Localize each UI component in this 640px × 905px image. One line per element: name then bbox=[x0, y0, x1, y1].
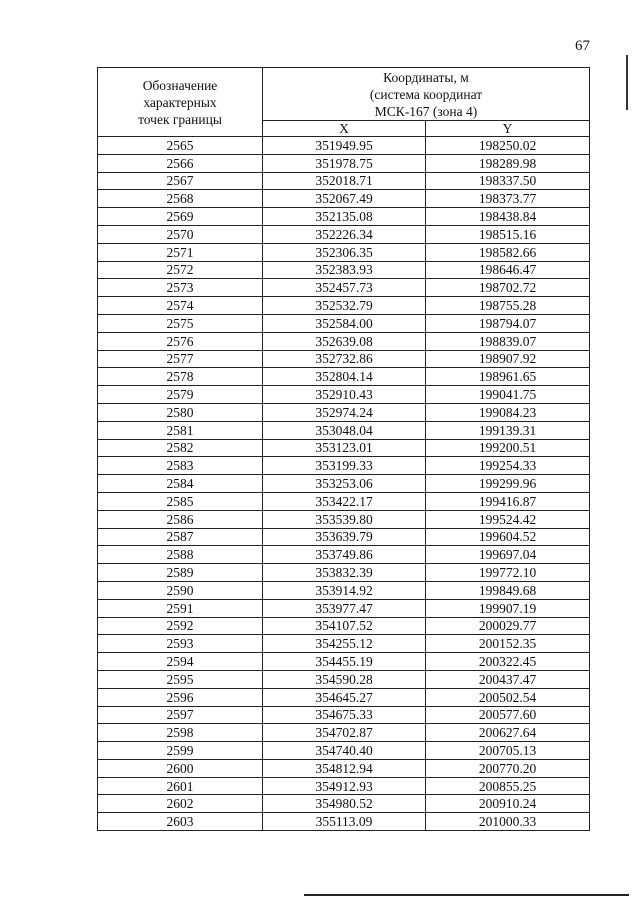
table-row bbox=[98, 457, 590, 475]
y-coordinate-cell: 198794.07 bbox=[426, 314, 590, 332]
x-coordinate-cell: 352067.49 bbox=[263, 190, 426, 208]
x-coordinate-cell: 354702.87 bbox=[263, 724, 426, 742]
table-row bbox=[98, 421, 590, 439]
table-row bbox=[98, 475, 590, 493]
table-row bbox=[98, 154, 590, 172]
y-coordinate-cell: 198289.98 bbox=[426, 154, 590, 172]
table-row bbox=[98, 813, 590, 831]
x-coordinate-cell: 355113.09 bbox=[263, 813, 426, 831]
table-row bbox=[98, 670, 590, 688]
x-coordinate-cell: 352804.14 bbox=[263, 368, 426, 386]
x-coordinate-cell: 354107.52 bbox=[263, 617, 426, 635]
y-coordinate-cell: 198839.07 bbox=[426, 332, 590, 350]
y-coordinate-cell: 200705.13 bbox=[426, 742, 590, 760]
x-coordinate-cell: 353422.17 bbox=[263, 492, 426, 510]
y-coordinate-cell: 199524.42 bbox=[426, 510, 590, 528]
table-row bbox=[98, 314, 590, 332]
point-number-cell: 2601 bbox=[98, 777, 263, 795]
point-number-cell: 2593 bbox=[98, 635, 263, 653]
table-row bbox=[98, 261, 590, 279]
x-coordinate-cell: 353914.92 bbox=[263, 581, 426, 599]
point-number-cell: 2566 bbox=[98, 154, 263, 172]
table-row bbox=[98, 759, 590, 777]
header-coord-line: (система координат bbox=[369, 86, 483, 102]
header-label-line: характерных bbox=[143, 94, 217, 110]
point-number-cell: 2588 bbox=[98, 546, 263, 564]
x-coordinate-cell: 353199.33 bbox=[263, 457, 426, 475]
y-coordinate-cell: 198337.50 bbox=[426, 172, 590, 190]
y-coordinate-cell: 199084.23 bbox=[426, 403, 590, 421]
y-coordinate-cell: 200577.60 bbox=[426, 706, 590, 724]
x-coordinate-cell: 353123.01 bbox=[263, 439, 426, 457]
x-coordinate-cell: 354455.19 bbox=[263, 653, 426, 671]
x-coordinate-cell: 352639.08 bbox=[263, 332, 426, 350]
y-coordinate-cell: 199849.68 bbox=[426, 581, 590, 599]
x-coordinate-cell: 352018.71 bbox=[263, 172, 426, 190]
table-row bbox=[98, 492, 590, 510]
point-number-cell: 2571 bbox=[98, 243, 263, 261]
header-coord-line: МСК-167 (зона 4) bbox=[374, 103, 478, 119]
point-number-cell: 2570 bbox=[98, 225, 263, 243]
table-row bbox=[98, 599, 590, 617]
x-coordinate-cell: 354812.94 bbox=[263, 759, 426, 777]
point-number-cell: 2578 bbox=[98, 368, 263, 386]
table-row bbox=[98, 403, 590, 421]
margin-mark bbox=[626, 55, 628, 110]
table-row bbox=[98, 137, 590, 155]
header-label-line: точек границы bbox=[138, 111, 222, 127]
y-coordinate-cell: 200437.47 bbox=[426, 670, 590, 688]
x-coordinate-cell: 353539.80 bbox=[263, 510, 426, 528]
x-coordinate-cell: 354980.52 bbox=[263, 795, 426, 813]
y-coordinate-cell: 198250.02 bbox=[426, 137, 590, 155]
x-coordinate-cell: 353749.86 bbox=[263, 546, 426, 564]
point-number-cell: 2582 bbox=[98, 439, 263, 457]
y-coordinate-cell: 199907.19 bbox=[426, 599, 590, 617]
point-number-cell: 2584 bbox=[98, 475, 263, 493]
y-coordinate-cell: 200029.77 bbox=[426, 617, 590, 635]
table-row bbox=[98, 742, 590, 760]
table-row bbox=[98, 617, 590, 635]
table-row bbox=[98, 581, 590, 599]
point-number-cell: 2596 bbox=[98, 688, 263, 706]
table-row bbox=[98, 243, 590, 261]
table-row bbox=[98, 190, 590, 208]
point-number-cell: 2587 bbox=[98, 528, 263, 546]
table-row bbox=[98, 795, 590, 813]
point-number-cell: 2589 bbox=[98, 564, 263, 582]
y-coordinate-cell: 200910.24 bbox=[426, 795, 590, 813]
y-coordinate-cell: 200502.54 bbox=[426, 688, 590, 706]
x-coordinate-cell: 351978.75 bbox=[263, 154, 426, 172]
x-coordinate-cell: 352383.93 bbox=[263, 261, 426, 279]
y-coordinate-cell: 198438.84 bbox=[426, 208, 590, 226]
header-y: Y bbox=[426, 121, 590, 137]
point-number-cell: 2598 bbox=[98, 724, 263, 742]
y-coordinate-cell: 198373.77 bbox=[426, 190, 590, 208]
y-coordinate-cell: 199416.87 bbox=[426, 492, 590, 510]
table-row bbox=[98, 546, 590, 564]
point-number-cell: 2569 bbox=[98, 208, 263, 226]
x-coordinate-cell: 353639.79 bbox=[263, 528, 426, 546]
table-row bbox=[98, 386, 590, 404]
y-coordinate-cell: 199139.31 bbox=[426, 421, 590, 439]
header-x: X bbox=[263, 121, 426, 137]
x-coordinate-cell: 354912.93 bbox=[263, 777, 426, 795]
header-coordinates bbox=[263, 68, 590, 121]
x-coordinate-cell: 352974.24 bbox=[263, 403, 426, 421]
page-number: 67 bbox=[575, 38, 590, 54]
table-row bbox=[98, 688, 590, 706]
point-number-cell: 2592 bbox=[98, 617, 263, 635]
x-coordinate-cell: 353253.06 bbox=[263, 475, 426, 493]
point-number-cell: 2590 bbox=[98, 581, 263, 599]
y-coordinate-cell: 200627.64 bbox=[426, 724, 590, 742]
point-number-cell: 2583 bbox=[98, 457, 263, 475]
table-row bbox=[98, 635, 590, 653]
y-coordinate-cell: 200855.25 bbox=[426, 777, 590, 795]
x-coordinate-cell: 352306.35 bbox=[263, 243, 426, 261]
table-row bbox=[98, 510, 590, 528]
point-number-cell: 2565 bbox=[98, 137, 263, 155]
point-number-cell: 2599 bbox=[98, 742, 263, 760]
x-coordinate-cell: 354740.40 bbox=[263, 742, 426, 760]
table-row bbox=[98, 297, 590, 315]
table-body bbox=[98, 137, 590, 831]
point-number-cell: 2595 bbox=[98, 670, 263, 688]
point-number-cell: 2568 bbox=[98, 190, 263, 208]
point-number-cell: 2585 bbox=[98, 492, 263, 510]
coordinates-table bbox=[97, 67, 590, 831]
table-row bbox=[98, 172, 590, 190]
header-label-line: Обозначение bbox=[142, 77, 218, 93]
point-number-cell: 2602 bbox=[98, 795, 263, 813]
table-row bbox=[98, 225, 590, 243]
y-coordinate-cell: 198755.28 bbox=[426, 297, 590, 315]
point-number-cell: 2576 bbox=[98, 332, 263, 350]
table-row bbox=[98, 528, 590, 546]
footer-rule bbox=[304, 894, 629, 896]
y-coordinate-cell: 199604.52 bbox=[426, 528, 590, 546]
point-number-cell: 2603 bbox=[98, 813, 263, 831]
y-coordinate-cell: 200322.45 bbox=[426, 653, 590, 671]
point-number-cell: 2573 bbox=[98, 279, 263, 297]
x-coordinate-cell: 351949.95 bbox=[263, 137, 426, 155]
point-number-cell: 2580 bbox=[98, 403, 263, 421]
table-row bbox=[98, 724, 590, 742]
point-number-cell: 2600 bbox=[98, 759, 263, 777]
x-coordinate-cell: 352584.00 bbox=[263, 314, 426, 332]
table-row bbox=[98, 439, 590, 457]
point-number-cell: 2594 bbox=[98, 653, 263, 671]
y-coordinate-cell: 200770.20 bbox=[426, 759, 590, 777]
y-coordinate-cell: 198961.65 bbox=[426, 368, 590, 386]
x-coordinate-cell: 354590.28 bbox=[263, 670, 426, 688]
point-number-cell: 2579 bbox=[98, 386, 263, 404]
x-coordinate-cell: 353977.47 bbox=[263, 599, 426, 617]
x-coordinate-cell: 352532.79 bbox=[263, 297, 426, 315]
table-row bbox=[98, 653, 590, 671]
point-number-cell: 2591 bbox=[98, 599, 263, 617]
y-coordinate-cell: 198646.47 bbox=[426, 261, 590, 279]
y-coordinate-cell: 199772.10 bbox=[426, 564, 590, 582]
point-number-cell: 2572 bbox=[98, 261, 263, 279]
y-coordinate-cell: 198702.72 bbox=[426, 279, 590, 297]
x-coordinate-cell: 352135.08 bbox=[263, 208, 426, 226]
y-coordinate-cell: 198515.16 bbox=[426, 225, 590, 243]
y-coordinate-cell: 201000.33 bbox=[426, 813, 590, 831]
x-coordinate-cell: 354675.33 bbox=[263, 706, 426, 724]
point-number-cell: 2574 bbox=[98, 297, 263, 315]
header-coord-line: Координаты, м bbox=[383, 69, 469, 85]
table-row bbox=[98, 777, 590, 795]
header-point-designation bbox=[98, 68, 263, 137]
x-coordinate-cell: 353048.04 bbox=[263, 421, 426, 439]
x-coordinate-cell: 353832.39 bbox=[263, 564, 426, 582]
x-coordinate-cell: 354645.27 bbox=[263, 688, 426, 706]
y-coordinate-cell: 200152.35 bbox=[426, 635, 590, 653]
y-coordinate-cell: 199697.04 bbox=[426, 546, 590, 564]
table-row bbox=[98, 564, 590, 582]
point-number-cell: 2575 bbox=[98, 314, 263, 332]
y-coordinate-cell: 199254.33 bbox=[426, 457, 590, 475]
point-number-cell: 2597 bbox=[98, 706, 263, 724]
table-row bbox=[98, 368, 590, 386]
y-coordinate-cell: 198582.66 bbox=[426, 243, 590, 261]
x-coordinate-cell: 354255.12 bbox=[263, 635, 426, 653]
x-coordinate-cell: 352457.73 bbox=[263, 279, 426, 297]
table-row bbox=[98, 350, 590, 368]
table-row bbox=[98, 332, 590, 350]
table-row bbox=[98, 706, 590, 724]
y-coordinate-cell: 198907.92 bbox=[426, 350, 590, 368]
y-coordinate-cell: 199041.75 bbox=[426, 386, 590, 404]
x-coordinate-cell: 352226.34 bbox=[263, 225, 426, 243]
y-coordinate-cell: 199299.96 bbox=[426, 475, 590, 493]
point-number-cell: 2577 bbox=[98, 350, 263, 368]
point-number-cell: 2581 bbox=[98, 421, 263, 439]
x-coordinate-cell: 352910.43 bbox=[263, 386, 426, 404]
point-number-cell: 2567 bbox=[98, 172, 263, 190]
x-coordinate-cell: 352732.86 bbox=[263, 350, 426, 368]
y-coordinate-cell: 199200.51 bbox=[426, 439, 590, 457]
point-number-cell: 2586 bbox=[98, 510, 263, 528]
table-row bbox=[98, 279, 590, 297]
table-row bbox=[98, 208, 590, 226]
